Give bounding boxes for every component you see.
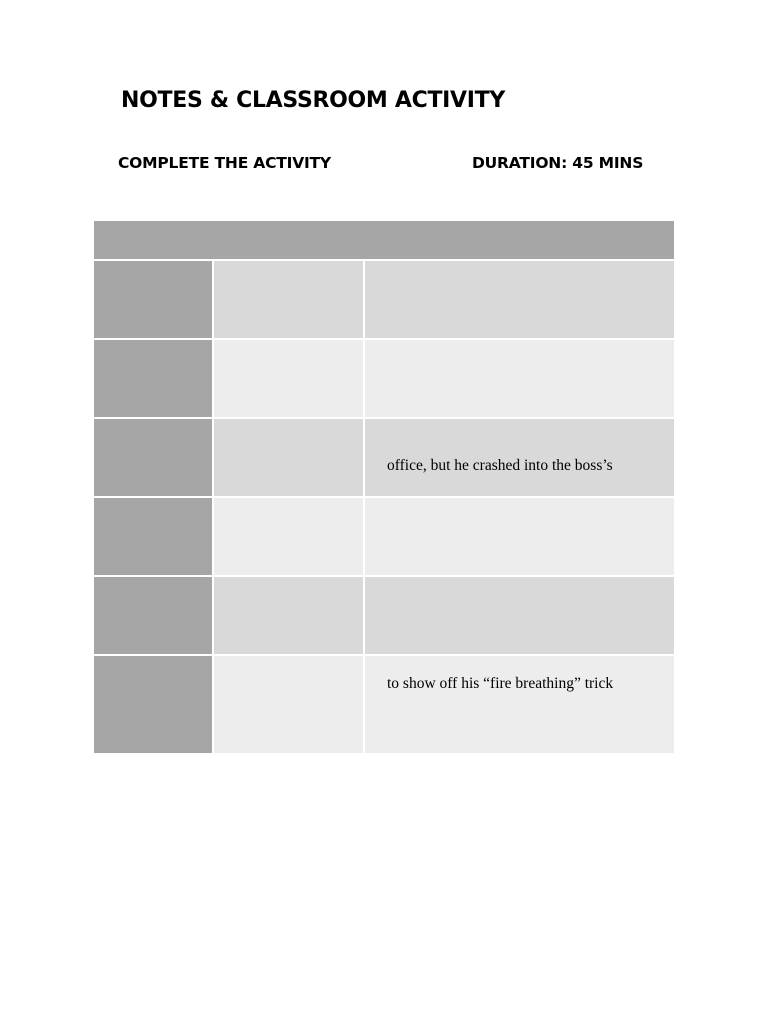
table-row <box>94 577 674 654</box>
table-cell <box>214 577 363 654</box>
page-title: NOTES & CLASSROOM ACTIVITY <box>121 88 506 113</box>
table-cell-label <box>94 261 212 338</box>
table-cell <box>365 656 674 753</box>
table-cell <box>365 419 674 496</box>
table-cell <box>214 419 363 496</box>
table-cell <box>365 577 674 654</box>
table-cell <box>214 498 363 575</box>
table-cell <box>365 498 674 575</box>
table-cell <box>214 656 363 753</box>
activity-table <box>94 221 674 753</box>
table-row <box>94 498 674 575</box>
table-row <box>94 340 674 417</box>
table-cell-text: office, but he crashed into the boss’s <box>387 457 613 474</box>
table-cell-label <box>94 340 212 417</box>
table-cell-label <box>94 656 212 753</box>
table-header-bar <box>94 221 674 259</box>
activity-duration: DURATION: 45 MINS <box>472 154 644 172</box>
table-cell <box>365 340 674 417</box>
table-row <box>94 419 674 496</box>
table-cell <box>214 261 363 338</box>
table-row <box>94 261 674 338</box>
table-cell-label <box>94 498 212 575</box>
activity-instruction: COMPLETE THE ACTIVITY <box>118 154 331 172</box>
table-cell-label <box>94 577 212 654</box>
table-cell-text: to show off his “fire breathing” trick <box>387 675 614 692</box>
table-cell <box>365 261 674 338</box>
table-cell <box>214 340 363 417</box>
table-cell-label <box>94 419 212 496</box>
table-row <box>94 656 674 753</box>
